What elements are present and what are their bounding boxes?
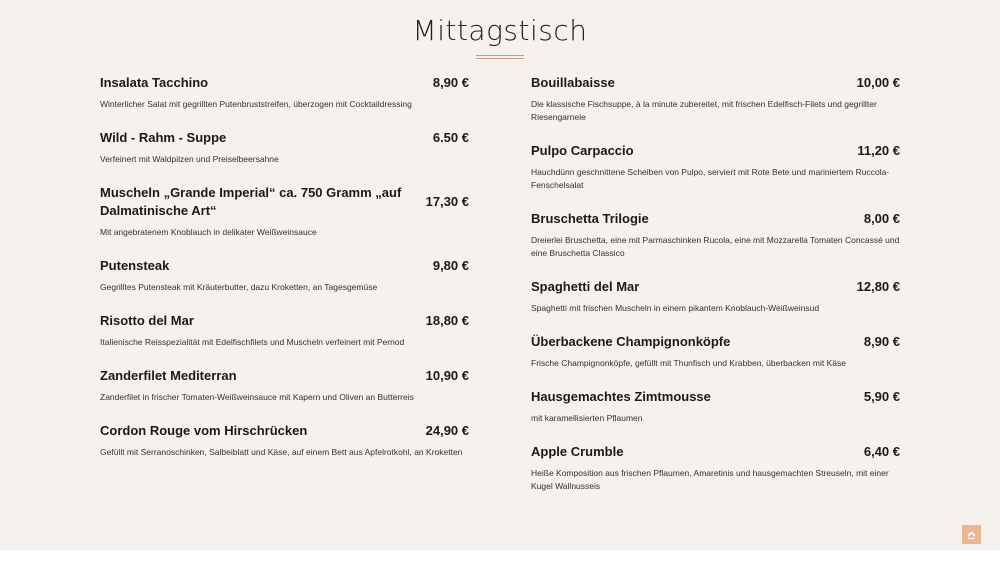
menu-item-price: 8,00 € <box>863 211 900 226</box>
menu-item-name: Insalata Tacchino <box>100 75 209 90</box>
menu-item-description: Gegrilltes Putensteak mit Kräuterbutter, dazu Kroketten, an Tagesgemüse <box>100 282 378 292</box>
menu-item-price: 8,90 € <box>863 334 900 349</box>
chevron-up-icon <box>966 529 977 540</box>
menu-item-name: Überbackene Champignonköpfe <box>531 334 731 349</box>
menu-item <box>531 74 900 124</box>
back-to-top-button[interactable] <box>962 525 981 544</box>
menu-item <box>100 367 469 404</box>
menu-item-price: 24,90 € <box>425 423 469 438</box>
menu-item-price: 10,00 € <box>856 75 900 90</box>
menu-item-price: 8,90 € <box>432 75 469 90</box>
menu-item-name: Bouillabaisse <box>531 75 615 90</box>
menu-item-price: 9,80 € <box>432 258 469 273</box>
menu-item-name: Risotto del Mar <box>100 313 194 328</box>
menu-item-description: Dreierlei Bruschetta, eine mit Parmaschinken Rucola, eine mit Mozzarella Tomaten Concassé und eine Bruschetta Classico <box>531 235 900 258</box>
menu-item-price: 10,90 € <box>425 368 469 383</box>
menu-item-name: Wild - Rahm - Suppe <box>100 130 227 145</box>
menu-item-price: 17,30 € <box>425 194 469 209</box>
menu-item-description: Verfeinert mit Waldpilzen und Preiselbeersahne <box>100 154 279 164</box>
menu-item <box>531 333 900 370</box>
menu-item <box>531 142 900 192</box>
menu-item-name: Muscheln „Grande Imperial“ ca. 750 Gramm „auf Dalmatinische Art“ <box>100 185 402 218</box>
page-title: Mittagstisch <box>412 14 588 47</box>
menu-item-name: Bruschetta Trilogie <box>531 211 649 226</box>
menu-item-price: 11,20 € <box>857 143 900 158</box>
menu-item <box>531 388 900 425</box>
menu-item-name: Pulpo Carpaccio <box>531 143 634 158</box>
menu-item-price: 12,80 € <box>856 279 900 294</box>
menu-item-description: Italienische Reisspezialität mit Edelfischfilets und Muscheln verfeinert mit Pernod <box>100 337 405 347</box>
menu-item-name: Cordon Rouge vom Hirschrücken <box>100 423 308 438</box>
menu-item <box>531 210 900 260</box>
menu-item-description: Gefüllt mit Serranoschinken, Salbeiblatt und Käse, auf einem Bett aus Apfelrotkohl, an Kroketten <box>100 447 463 457</box>
menu-item-price: 5,90 € <box>863 389 900 404</box>
title-divider <box>476 55 524 56</box>
menu-item-name: Apple Crumble <box>531 444 624 459</box>
menu-item-description: Heiße Komposition aus frischen Pflaumen, Amaretinis und hausgemachten Streuseln, mit einer Kugel Wallnusseis <box>531 468 889 491</box>
menu-item-description: Frische Champignonköpfe, gefüllt mit Thunfisch und Krabben, überbacken mit Käse <box>531 358 846 368</box>
menu-item <box>100 74 469 111</box>
menu-item-price: 18,80 € <box>425 313 469 328</box>
menu-item-description: Hauchdünn geschnittene Scheiben von Pulpo, serviert mit Rote Bete und mariniertem Ruccola-Fenschelsalat <box>531 167 890 190</box>
menu-item <box>100 312 469 349</box>
menu-item-description: Zanderfilet in frischer Tomaten-Weißweinsauce mit Kapern und Oliven an Butterreis <box>100 392 414 402</box>
title-divider <box>476 58 524 59</box>
menu-item-name: Putensteak <box>100 258 170 273</box>
menu-item-description: Mit angebratenem Knoblauch in delikater Weißweinsauce <box>100 227 317 237</box>
menu-item <box>531 443 900 493</box>
menu-item-name: Hausgemachtes Zimtmousse <box>531 389 711 404</box>
menu-item <box>100 184 469 239</box>
menu-item <box>531 278 900 315</box>
menu-item-description: Spaghetti mit frischen Muscheln in einem pikantem Knoblauch-Weißweinsud <box>531 303 820 313</box>
menu-item <box>100 422 469 459</box>
menu-column-left <box>100 74 469 459</box>
menu-item <box>100 257 469 294</box>
menu-item-name: Spaghetti del Mar <box>531 279 640 294</box>
menu-item-description: Winterlicher Salat mit gegrillten Putenbruststreifen, überzogen mit Cocktaildressing <box>100 99 412 109</box>
menu-item-price: 6.50 € <box>432 130 469 145</box>
menu-item-price: 6,40 € <box>863 444 900 459</box>
menu-item-description: mit karamellisierten Pflaumen <box>531 413 643 423</box>
menu-item-description: Die klassische Fischsuppe, à la minute zubereitet, mit frischen Edelfisch-Filets und gegrillter Riesengarnele <box>531 99 877 122</box>
menu-column-right <box>531 74 900 493</box>
menu-item-name: Zanderfilet Mediterran <box>100 368 237 383</box>
menu-item <box>100 129 469 166</box>
